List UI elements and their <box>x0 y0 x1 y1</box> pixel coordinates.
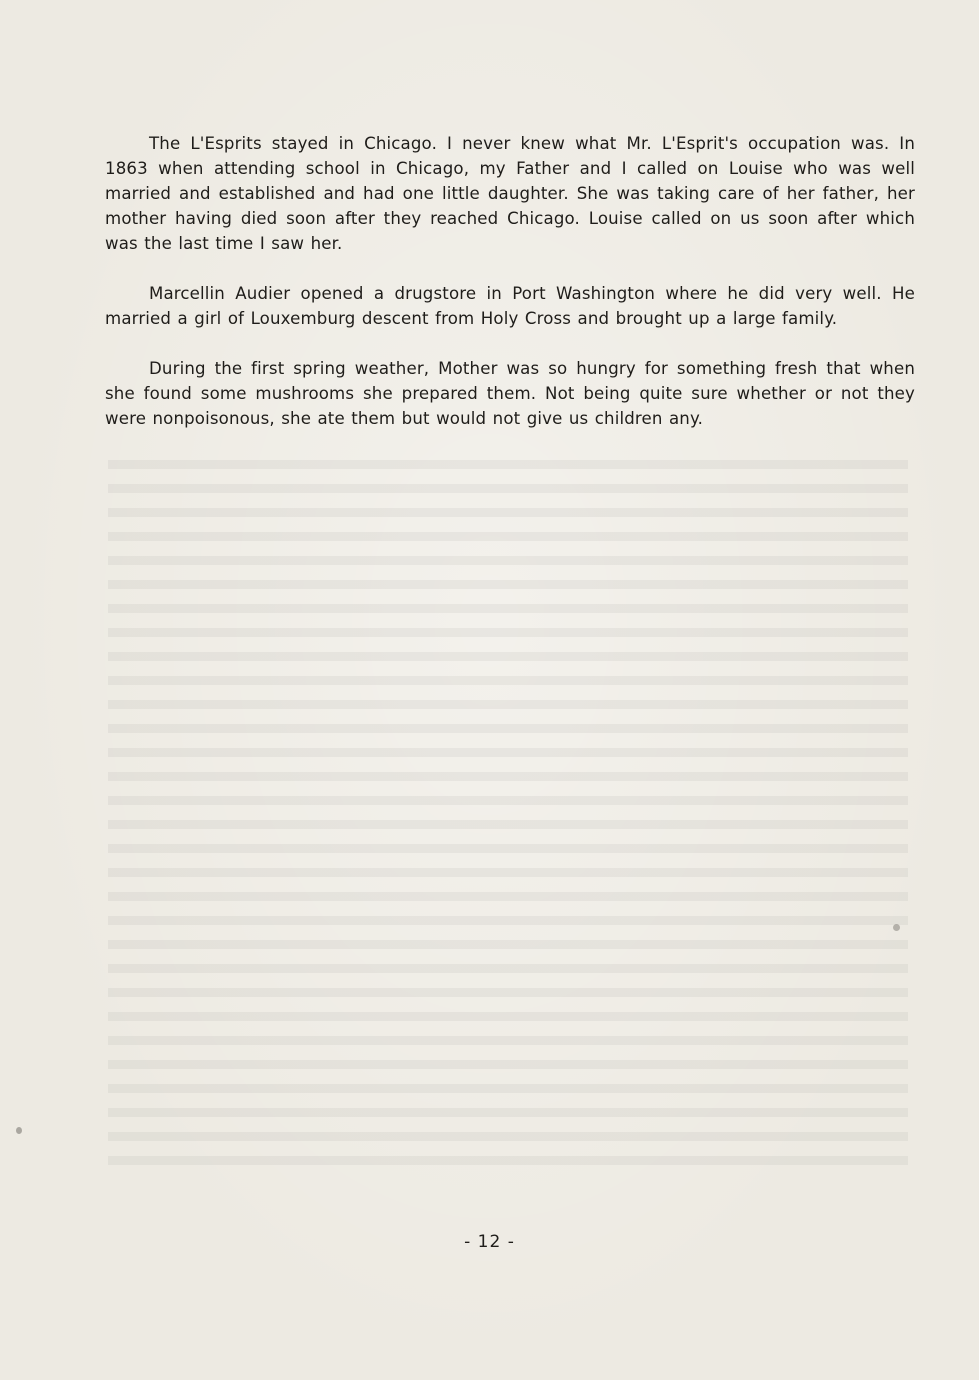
bleed-through-shadow <box>108 460 908 1180</box>
paragraph-3: During the first spring weather, Mother was so hungry for something fresh that when she found some mushrooms she prepared them. Not being quite sure whether or not they were nonpoisonous, she ate them but would not give us children any. <box>105 359 915 428</box>
paragraph-2: Marcellin Audier opened a drugstore in Port Washington where he did very well. He married a girl of Louxemburg descent from Holy Cross and brought up a large family. <box>105 284 915 328</box>
dust-speck <box>16 1127 22 1134</box>
dust-speck <box>893 924 900 931</box>
body-text <box>105 131 915 456</box>
paragraph-1: The L'Esprits stayed in Chicago. I never knew what Mr. L'Esprit's occupation was. In 1863 when attending school in Chicago, my Father and I called on Louise who was well married and established and had one little daughter. She was taking care of her father, her mother having died soon after they reached Chicago. Louise called on us soon after which was the last time I saw her. <box>105 134 915 253</box>
page-number: - 12 - <box>464 1232 515 1252</box>
